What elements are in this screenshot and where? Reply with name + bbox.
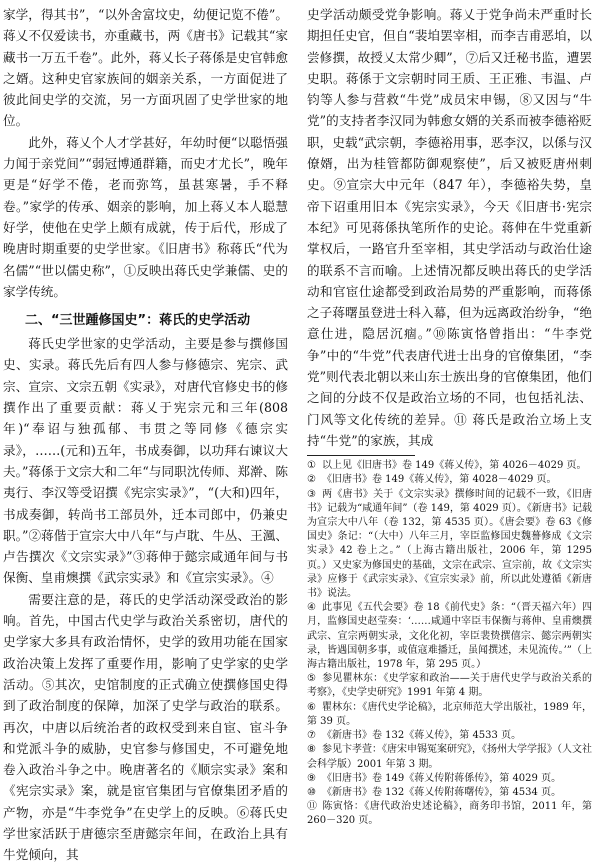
footnote-text: 参见卞孝萱：《唐宋申锡冤案研究》，《扬州大学学报》（人文社会科学版）2001 年第 3 期。	[307, 744, 592, 770]
paragraph: 蒋氏史学世家的史学活动，主要是参与撰修国史、实录。蒋氏先后有四人参与修德宗、宪宗、武宗、宣宗、文宗五朝《实录》，对唐代官修史书的修撰作出了重要贡献：蒋乂于宪宗元和三年(808 年)“奉诏与独孤郁、韦贯之等同修《德宗实录》，……(元和)五年，书成奏御，以功拜右谏议大夫。”蒋係于文宗大和二年“与同职沈传师、郑澣、陈夷行、李汉等受诏撰《宪宗实录》”，“(大和)四年，书成奏御，转尚书工部员外，迁本司郎中，仍兼史职。”②蒋偕于宣宗大中八年“与卢耽、牛丛、王渢、卢告撰次《文宗实录》”③蒋伸于懿宗咸通年间与书保衡、皇甫燠撰《武宗实录》和《宣宗实录》。④	[3, 336, 288, 586]
paragraph: 需要注意的是，蒋氏的史学活动深受政治的影响。首先，中国古代史学与政治关系密切，唐代的史学家大多具有政治情怀，史学的致用功能在国家政治决策上发挥了重要作用，影响了史学家的史学活动。⑤其次，史馆制度的正式确立使撰修国史得到了政治制度的保障，加深了史学与政治的联系。再次，中唐以后统治者的政权受到来自宦、宦斗争和党派斗争的威胁，史官参与修国史，不可避免地卷入政治斗争之中。晚唐著名的《顺宗实录》案和《宪宗实录》案，就是宦官集团与官僚集团矛盾的产物，亦是“牛李党争”在史学上的反映。⑥蒋氏史学世家活跃于唐德宗至唐懿宗年间，在政治上具有牛党倾向，其	[3, 591, 288, 863]
footnote	[307, 772, 592, 786]
footnote-text: 此事见《五代会要》卷 18《前代史》条：“（晋天福六年）四月，监修国史赵莹奏：‘……咸通中宰臣韦保衡与蒋伸、皇甫燠撰武宗、宣宗两朝实录，文化化初，宰臣裴贽撰僖宗、懿宗两朝实录，皆遇国朝多事，或值寇难播迁，虽闻撰述，未见流传。’”（上海古籍出版社，1978 年，第 295 页。）	[307, 602, 592, 671]
footnote-text: 《旧唐书》卷 149《蒋乂传附蒋係传》，第 4029 页。	[322, 772, 562, 784]
section-heading: 二、“三世踵修国史”：蒋氏的史学活动	[25, 313, 251, 329]
footnote-divider	[307, 455, 415, 456]
paragraph: 史学活动颇受党争影响。蒋乂于党争尚未严重时长期担任史官，但自“裴垍罢宰相，而李吉甫恶垍，以尝修撰，故授乂太常少卿”，⑦后又迁秘书监，遭罢史职。蒋係于文宗朝时同王质、王正雅、韦温、卢钧等人参与营救“牛党”成员宋申锡，⑧又因与“牛党”的支持者李汉同为韩愈女婿的关系而被李德裕贬职，史载“武宗朝，李德裕用事，恶李汉，以係与汉僚婿，出为桂管都防御观察使”，后又被贬唐州刺史。⑨宣宗大中元年（847 年），李德裕失势，皇帝下诏重用旧本《宪宗实录》，今天《旧唐书·宪宗本纪》可见蒋係执笔所作的史论。蒋伸在牛党重新掌权后，一路官升至宰相，其史学活动与政治仕途的联系不言而喻。上述情况都反映出蒋氏的史学活动和官宦仕途都受到政治局势的严重影响，而蒋係之子蒋曙虽登进士科入幕，但为远离政治纷争，“绝意仕进，隐居沉痼。”⑩陈寅恪曾指出：“牛李党争”中的“牛党”代表唐代进士出身的官僚集团，“李党”则代表北朝以来山东士族出身的官僚集团，他们之间的分歧不仅是政治立场的不同，也包括礼法、门风等文化传统的差异。⑪ 蒋氏是政治立场上支持“牛党”的家族，其成	[307, 7, 592, 448]
footnote-marker: ⑪	[307, 801, 317, 813]
footnote-list	[307, 459, 592, 828]
footnote	[307, 459, 592, 473]
footnote	[307, 488, 592, 602]
footnote-marker: ⑦	[307, 730, 316, 742]
footnote	[307, 786, 592, 800]
footnote-marker: ⑩	[307, 786, 316, 798]
footnote-text: 《旧唐书》卷 149《蒋乂传》，第 4028－4029 页。	[322, 474, 557, 486]
footnote	[307, 743, 592, 771]
footnote	[307, 729, 592, 743]
paragraph: 家学，得其书”，“以外舍富坟史，幼便记览不倦”。蒋乂不仅爱读书，亦重藏书，两《唐书》记载其“家藏书一万五千卷”。此外，蒋乂长子蒋係是史官韩愈之婿。这种史官家族间的姻亲关系，一方面促进了彼此间史学的交流，另一方面巩固了史学世家的地位。	[3, 7, 288, 129]
footnote	[307, 800, 592, 828]
footnote-marker: ②	[307, 474, 316, 486]
footnote-text: 陈寅恪：《唐代政治史述论稿》，商务印书馆，2011 年，第 260－320 页。	[307, 801, 592, 827]
footnote	[307, 672, 592, 700]
left-column	[3, 4, 288, 866]
footnote-marker: ①	[307, 460, 316, 472]
footnote-marker: ④	[307, 602, 316, 614]
footnote	[307, 701, 592, 729]
footnote-text: 《新唐书》卷 132《蒋乂传》，第 4533 页。	[322, 730, 522, 742]
right-column	[307, 4, 592, 829]
footnote-text: 参见瞿林东：《史学家和政治——关于唐代史学与政治关系的考察》，《史学史研究》1991 年第 4 期。	[307, 673, 592, 699]
footnote-text: 瞿林东：《唐代史学论稿》，北京师范大学出版社，1989 年，第 39 页。	[307, 701, 592, 727]
footnote-marker: ⑨	[307, 772, 316, 784]
footnote	[307, 601, 592, 672]
footnote-marker: ⑤	[307, 673, 316, 685]
footnote-text: 两《唐书》关于《文宗实录》撰修时间的记载不一致，《旧唐书》记载为“咸通年间”（卷 149，第 4029 页）。《新唐书》记载为宣宗大中八年（卷 132，第 4535 页）。《唐会要》卷 63《修国史》条记：“（大中）八年三月，宰臣监修国史魏謩修成《文宗实录》42 卷上之。”（上海古籍出版社，2006 年，第 1295 页。）又史家为修国史的基础，文宗在武宗、宣宗前，故《文宗实录》应修于《武宗实录》、《宣宗实录》前，所以此处遵循《新唐书》说法。	[307, 488, 592, 600]
footnote-text: 以上见《旧唐书》卷 149《蒋乂传》，第 4026－4029 页。	[322, 460, 587, 472]
footnote-text: 《新唐书》卷 132《蒋乂传附蒋曙传》，第 4534 页。	[322, 786, 562, 798]
footnote-marker: ③	[307, 488, 316, 500]
footnote-marker: ⑧	[307, 744, 316, 756]
footnote-marker: ⑥	[307, 701, 316, 713]
paragraph: 此外，蒋乂个人才学甚好，年幼时便“以聪悟强力闻于亲党间”“弱冠博通群籍，而史才尤长”，晚年更是“好学不倦，老而弥笃，虽甚寒暑，手不释卷。”家学的传承、姻亲的影响，加上蒋乂本人聪慧好学，使他在史学上颇有成就，传于后代，形成了晚唐时期重要的史学世家。《旧唐书》称蒋氏“代为名儒”“世以儒史称”，①反映出蒋氏史学兼儒、史的家学传统。	[3, 134, 288, 299]
footnote	[307, 473, 592, 487]
